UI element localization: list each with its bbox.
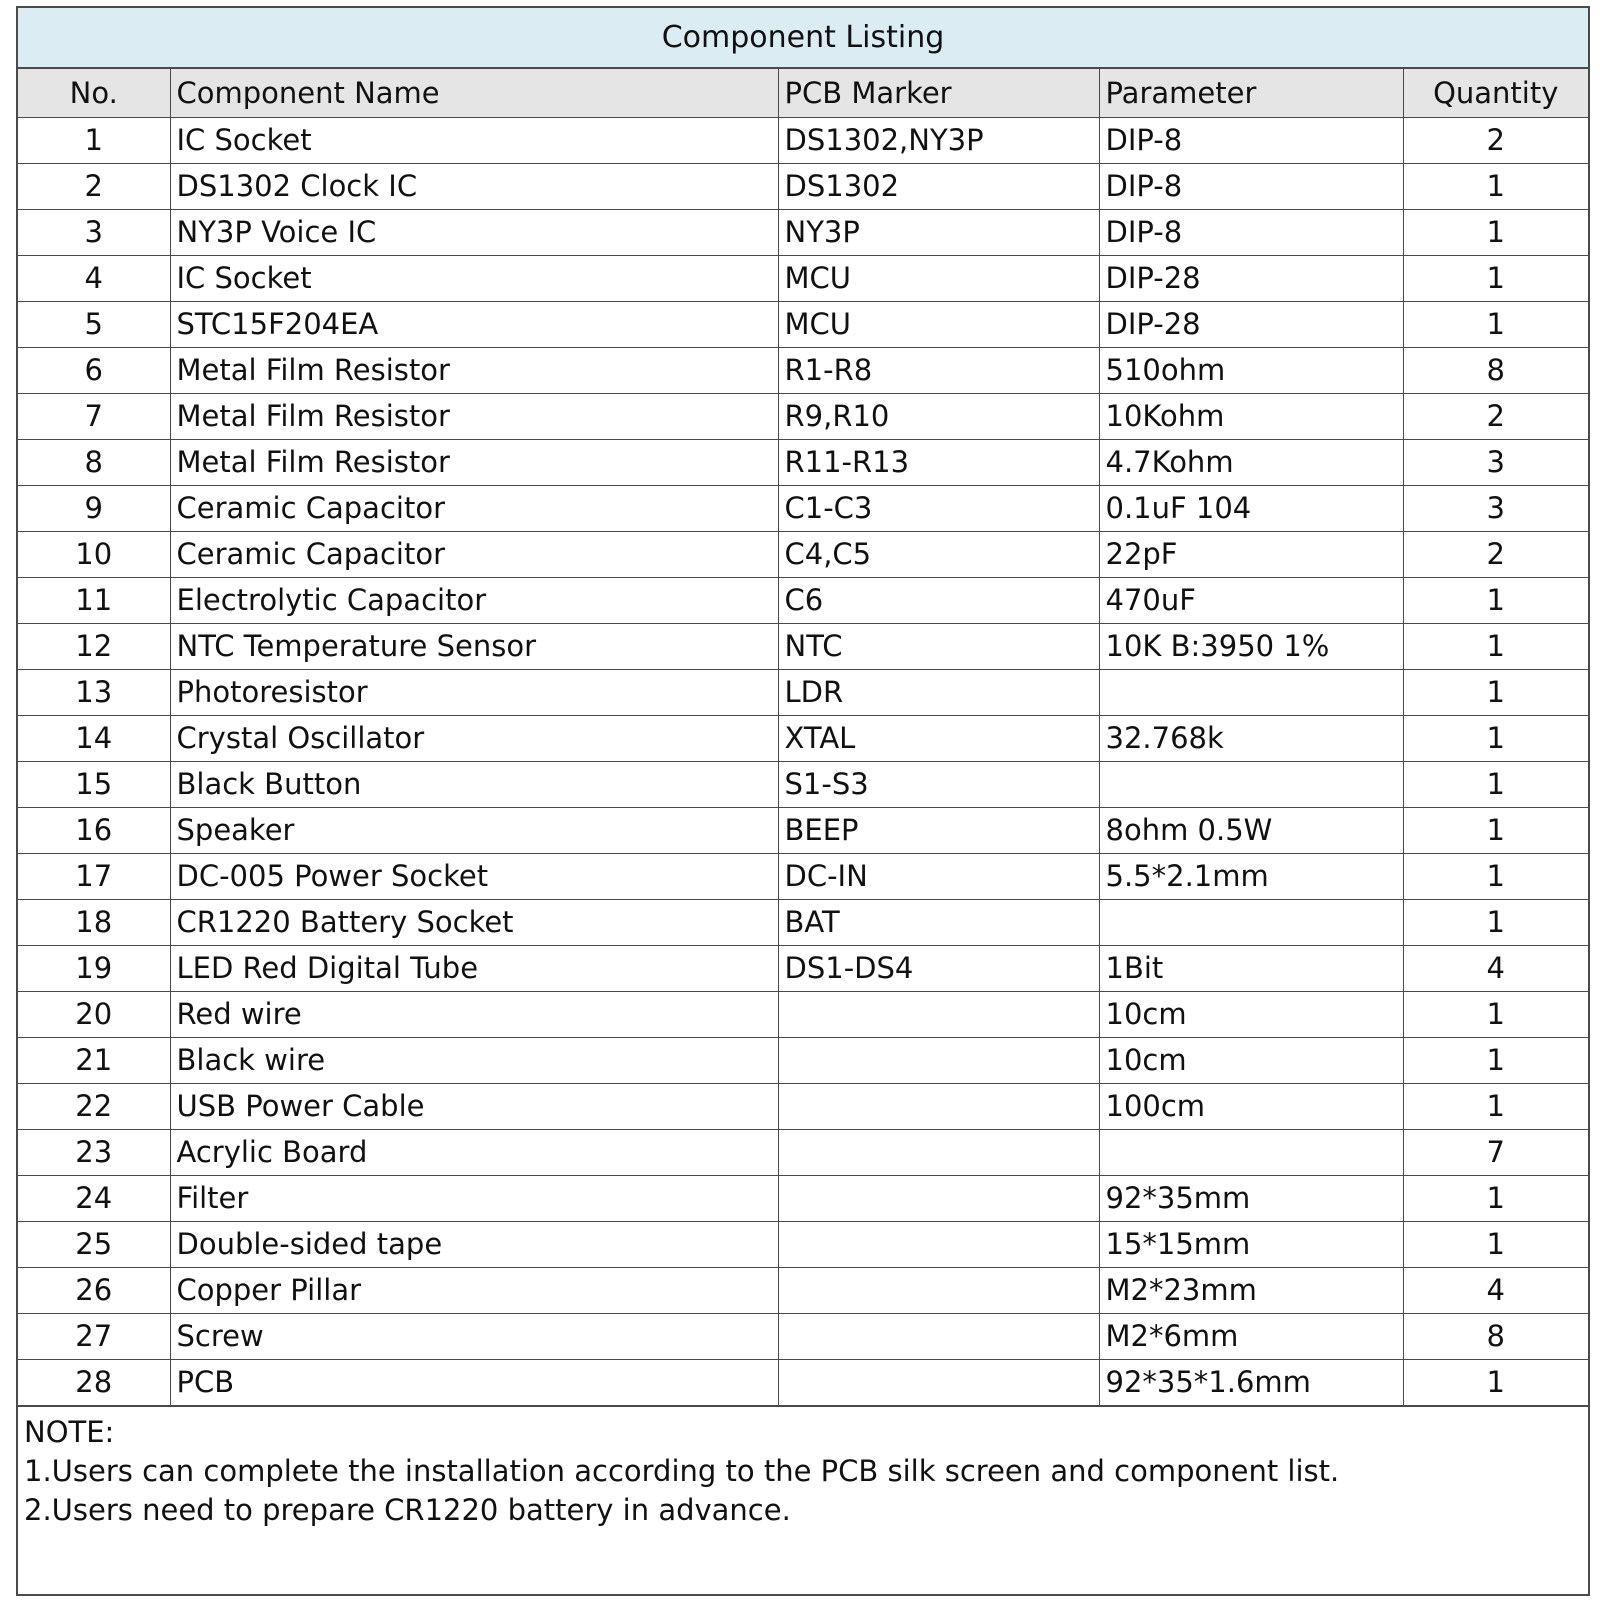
table-row <box>18 255 1588 301</box>
cell-component-name: Double-sided tape <box>170 1221 778 1267</box>
cell-pcb-marker: DS1302 <box>778 163 1099 209</box>
cell-parameter: 0.1uF 104 <box>1099 485 1403 531</box>
table-title: Component Listing <box>18 8 1588 69</box>
cell-parameter: 10Kohm <box>1099 393 1403 439</box>
cell-quantity: 1 <box>1403 1083 1588 1129</box>
cell-pcb-marker: NTC <box>778 623 1099 669</box>
cell-no: 25 <box>18 1221 170 1267</box>
cell-no: 8 <box>18 439 170 485</box>
cell-quantity: 4 <box>1403 1267 1588 1313</box>
cell-parameter: M2*6mm <box>1099 1313 1403 1359</box>
cell-component-name: Ceramic Capacitor <box>170 531 778 577</box>
cell-component-name: Copper Pillar <box>170 1267 778 1313</box>
cell-pcb-marker: R11-R13 <box>778 439 1099 485</box>
cell-pcb-marker: NY3P <box>778 209 1099 255</box>
component-listing-sheet <box>16 6 1590 1596</box>
cell-parameter: 22pF <box>1099 531 1403 577</box>
cell-component-name: Ceramic Capacitor <box>170 485 778 531</box>
cell-component-name: LED Red Digital Tube <box>170 945 778 991</box>
cell-pcb-marker: R1-R8 <box>778 347 1099 393</box>
cell-no: 3 <box>18 209 170 255</box>
table-row <box>18 393 1588 439</box>
table-row <box>18 715 1588 761</box>
cell-parameter <box>1099 669 1403 715</box>
cell-quantity: 1 <box>1403 1175 1588 1221</box>
cell-pcb-marker: C6 <box>778 577 1099 623</box>
cell-quantity: 1 <box>1403 761 1588 807</box>
cell-pcb-marker: XTAL <box>778 715 1099 761</box>
cell-quantity: 1 <box>1403 899 1588 945</box>
cell-component-name: Metal Film Resistor <box>170 347 778 393</box>
cell-pcb-marker <box>778 991 1099 1037</box>
header-no: No. <box>18 69 170 117</box>
cell-no: 1 <box>18 117 170 163</box>
cell-quantity: 1 <box>1403 715 1588 761</box>
cell-component-name: Red wire <box>170 991 778 1037</box>
cell-parameter: 510ohm <box>1099 347 1403 393</box>
cell-pcb-marker: R9,R10 <box>778 393 1099 439</box>
cell-parameter: 4.7Kohm <box>1099 439 1403 485</box>
table-row <box>18 807 1588 853</box>
table-row <box>18 1313 1588 1359</box>
cell-pcb-marker: DS1-DS4 <box>778 945 1099 991</box>
cell-no: 12 <box>18 623 170 669</box>
table-row <box>18 1221 1588 1267</box>
cell-pcb-marker: DC-IN <box>778 853 1099 899</box>
table-row <box>18 991 1588 1037</box>
cell-quantity: 1 <box>1403 301 1588 347</box>
cell-pcb-marker: BEEP <box>778 807 1099 853</box>
header-component-name: Component Name <box>170 69 778 117</box>
table-row <box>18 117 1588 163</box>
cell-parameter: 10cm <box>1099 991 1403 1037</box>
cell-component-name: STC15F204EA <box>170 301 778 347</box>
cell-component-name: Screw <box>170 1313 778 1359</box>
cell-no: 10 <box>18 531 170 577</box>
cell-component-name: CR1220 Battery Socket <box>170 899 778 945</box>
cell-quantity: 3 <box>1403 439 1588 485</box>
cell-pcb-marker: DS1302,NY3P <box>778 117 1099 163</box>
cell-quantity: 1 <box>1403 209 1588 255</box>
table-row <box>18 623 1588 669</box>
cell-no: 16 <box>18 807 170 853</box>
header-pcb-marker: PCB Marker <box>778 69 1099 117</box>
table-row <box>18 209 1588 255</box>
cell-pcb-marker <box>778 1175 1099 1221</box>
cell-no: 9 <box>18 485 170 531</box>
cell-parameter: 15*15mm <box>1099 1221 1403 1267</box>
cell-no: 23 <box>18 1129 170 1175</box>
cell-quantity: 1 <box>1403 577 1588 623</box>
cell-parameter <box>1099 899 1403 945</box>
cell-component-name: Photoresistor <box>170 669 778 715</box>
cell-no: 17 <box>18 853 170 899</box>
cell-no: 24 <box>18 1175 170 1221</box>
table-row <box>18 899 1588 945</box>
table-row <box>18 439 1588 485</box>
cell-quantity: 7 <box>1403 1129 1588 1175</box>
cell-parameter: 5.5*2.1mm <box>1099 853 1403 899</box>
cell-quantity: 2 <box>1403 393 1588 439</box>
cell-pcb-marker: BAT <box>778 899 1099 945</box>
table-row <box>18 577 1588 623</box>
cell-no: 11 <box>18 577 170 623</box>
table-row <box>18 485 1588 531</box>
cell-pcb-marker: MCU <box>778 301 1099 347</box>
cell-quantity: 1 <box>1403 1221 1588 1267</box>
cell-parameter: DIP-8 <box>1099 209 1403 255</box>
cell-component-name: NTC Temperature Sensor <box>170 623 778 669</box>
notes-heading: NOTE: <box>24 1414 115 1449</box>
table-body <box>18 117 1588 1405</box>
table-row <box>18 1129 1588 1175</box>
cell-component-name: IC Socket <box>170 255 778 301</box>
cell-quantity: 1 <box>1403 807 1588 853</box>
table-row <box>18 347 1588 393</box>
cell-no: 18 <box>18 899 170 945</box>
cell-parameter: 100cm <box>1099 1083 1403 1129</box>
cell-no: 22 <box>18 1083 170 1129</box>
cell-pcb-marker <box>778 1221 1099 1267</box>
cell-component-name: Electrolytic Capacitor <box>170 577 778 623</box>
cell-quantity: 1 <box>1403 255 1588 301</box>
cell-quantity: 8 <box>1403 1313 1588 1359</box>
table-row <box>18 301 1588 347</box>
cell-component-name: Acrylic Board <box>170 1129 778 1175</box>
header-parameter: Parameter <box>1099 69 1403 117</box>
component-table <box>18 69 1588 1406</box>
cell-parameter: 470uF <box>1099 577 1403 623</box>
cell-parameter: 1Bit <box>1099 945 1403 991</box>
table-row <box>18 669 1588 715</box>
cell-quantity: 1 <box>1403 623 1588 669</box>
table-row <box>18 945 1588 991</box>
cell-component-name: Speaker <box>170 807 778 853</box>
cell-parameter: 92*35*1.6mm <box>1099 1359 1403 1405</box>
cell-component-name: DS1302 Clock IC <box>170 163 778 209</box>
cell-no: 5 <box>18 301 170 347</box>
cell-quantity: 2 <box>1403 531 1588 577</box>
cell-parameter <box>1099 1129 1403 1175</box>
cell-pcb-marker: LDR <box>778 669 1099 715</box>
note-line-1: 1.Users can complete the installation according to the PCB silk screen and component list. <box>24 1453 1340 1488</box>
cell-no: 28 <box>18 1359 170 1405</box>
cell-component-name: Metal Film Resistor <box>170 393 778 439</box>
cell-component-name: Black wire <box>170 1037 778 1083</box>
cell-quantity: 1 <box>1403 163 1588 209</box>
cell-pcb-marker: MCU <box>778 255 1099 301</box>
cell-no: 19 <box>18 945 170 991</box>
cell-pcb-marker <box>778 1267 1099 1313</box>
table-row <box>18 531 1588 577</box>
table-row <box>18 163 1588 209</box>
cell-pcb-marker: C4,C5 <box>778 531 1099 577</box>
header-row <box>18 69 1588 117</box>
cell-no: 20 <box>18 991 170 1037</box>
cell-no: 13 <box>18 669 170 715</box>
cell-no: 27 <box>18 1313 170 1359</box>
cell-quantity: 1 <box>1403 1359 1588 1405</box>
cell-no: 2 <box>18 163 170 209</box>
cell-pcb-marker <box>778 1313 1099 1359</box>
cell-no: 4 <box>18 255 170 301</box>
cell-quantity: 1 <box>1403 853 1588 899</box>
cell-parameter: 10cm <box>1099 1037 1403 1083</box>
cell-component-name: Metal Film Resistor <box>170 439 778 485</box>
cell-parameter <box>1099 761 1403 807</box>
cell-component-name: Black Button <box>170 761 778 807</box>
cell-component-name: IC Socket <box>170 117 778 163</box>
cell-parameter: DIP-28 <box>1099 255 1403 301</box>
cell-component-name: Filter <box>170 1175 778 1221</box>
cell-quantity: 4 <box>1403 945 1588 991</box>
cell-component-name: PCB <box>170 1359 778 1405</box>
header-quantity: Quantity <box>1403 69 1588 117</box>
table-row <box>18 1083 1588 1129</box>
cell-pcb-marker <box>778 1083 1099 1129</box>
cell-pcb-marker: C1-C3 <box>778 485 1099 531</box>
table-row <box>18 1267 1588 1313</box>
cell-no: 6 <box>18 347 170 393</box>
cell-quantity: 1 <box>1403 1037 1588 1083</box>
cell-component-name: USB Power Cable <box>170 1083 778 1129</box>
note-line-2: 2.Users need to prepare CR1220 battery in advance. <box>24 1492 791 1527</box>
cell-parameter: 10K B:3950 1% <box>1099 623 1403 669</box>
cell-parameter: DIP-28 <box>1099 301 1403 347</box>
cell-quantity: 3 <box>1403 485 1588 531</box>
cell-component-name: NY3P Voice IC <box>170 209 778 255</box>
cell-component-name: Crystal Oscillator <box>170 715 778 761</box>
cell-component-name: DC-005 Power Socket <box>170 853 778 899</box>
cell-no: 15 <box>18 761 170 807</box>
cell-pcb-marker <box>778 1129 1099 1175</box>
cell-parameter: DIP-8 <box>1099 117 1403 163</box>
cell-pcb-marker: S1-S3 <box>778 761 1099 807</box>
cell-parameter: M2*23mm <box>1099 1267 1403 1313</box>
cell-parameter: 92*35mm <box>1099 1175 1403 1221</box>
notes-section <box>18 1406 1588 1530</box>
cell-parameter: 32.768k <box>1099 715 1403 761</box>
cell-no: 21 <box>18 1037 170 1083</box>
cell-no: 14 <box>18 715 170 761</box>
cell-pcb-marker <box>778 1037 1099 1083</box>
cell-quantity: 8 <box>1403 347 1588 393</box>
cell-parameter: DIP-8 <box>1099 163 1403 209</box>
cell-quantity: 1 <box>1403 669 1588 715</box>
cell-pcb-marker <box>778 1359 1099 1405</box>
table-row <box>18 853 1588 899</box>
table-row <box>18 1037 1588 1083</box>
cell-no: 26 <box>18 1267 170 1313</box>
table-row <box>18 761 1588 807</box>
cell-quantity: 2 <box>1403 117 1588 163</box>
table-row <box>18 1175 1588 1221</box>
table-row <box>18 1359 1588 1405</box>
cell-parameter: 8ohm 0.5W <box>1099 807 1403 853</box>
cell-quantity: 1 <box>1403 991 1588 1037</box>
cell-no: 7 <box>18 393 170 439</box>
